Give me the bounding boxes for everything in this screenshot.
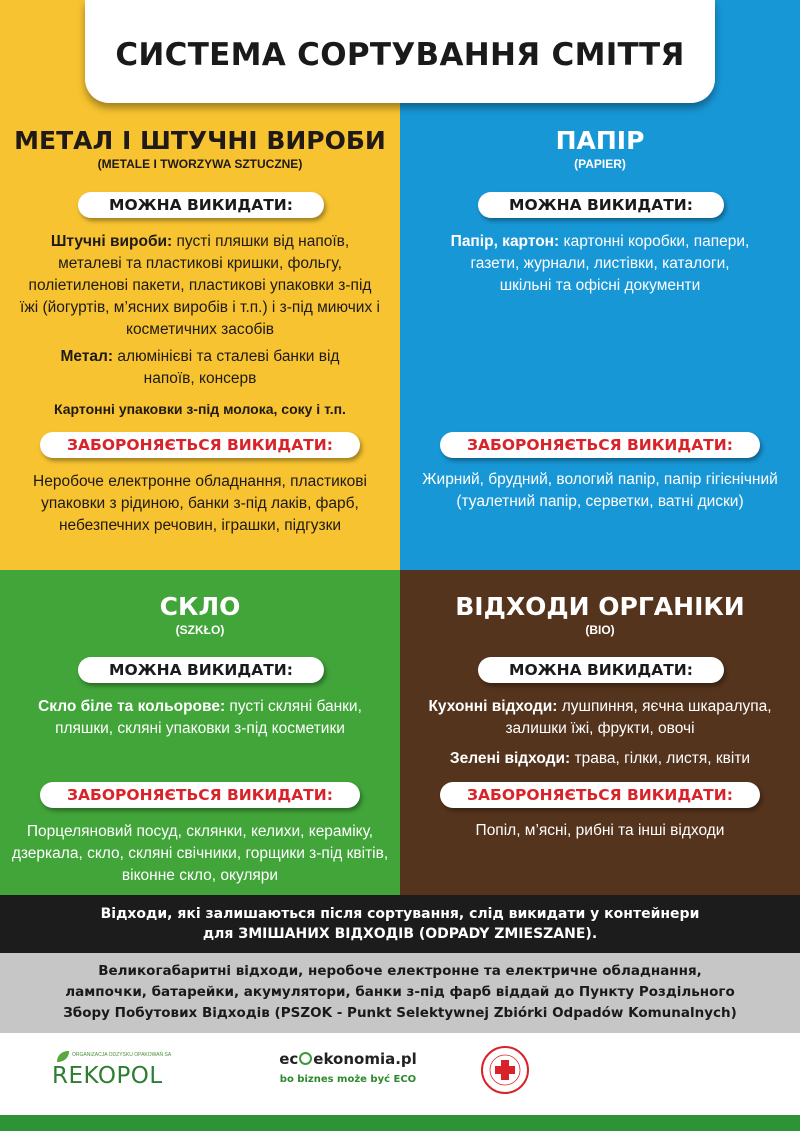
allow-label: МОЖНА ВИКИДАТИ: <box>78 657 324 683</box>
allow-metal-bold: Метал: <box>60 348 114 365</box>
allow-label: МОЖНА ВИКИДАТИ: <box>478 192 724 218</box>
pszok-line-2: лампочки, батарейки, акумулятори, банки з-під фарб віддай до Пункту Роздільного <box>65 984 735 1000</box>
rekopol-tagline: ORGANIZACJA ODZYSKU OPAKOWAŃ SA <box>72 1052 172 1058</box>
section-subtitle: (SZKŁO) <box>175 623 225 637</box>
section-subtitle: (BIO) <box>585 623 615 637</box>
allow-bold: Скло біле та кольорове: <box>38 698 226 715</box>
deny-text: Неробоче електронне обладнання, пластикові упаковки з рідиною, банки з-під лаків, фарб, небезпечних речовин, іграшки, підгузки <box>33 473 367 534</box>
eco-o-icon <box>299 1052 312 1065</box>
eco-tagline: bo biznes może być ECO <box>279 1074 417 1085</box>
leaf-icon <box>55 1050 71 1064</box>
mixed-line-1: Відходи, які залишаються після сортування, слід викидати у контейнери <box>100 906 700 922</box>
deny-label: ЗАБОРОНЯЄТЬСЯ ВИКИДАТИ: <box>40 432 360 458</box>
allow-text <box>418 231 782 297</box>
allow-carton-text <box>18 398 382 420</box>
glass-section <box>0 570 400 895</box>
allow-desc: пусті скляні банки, пляшки, скляні упаковки з-під косметики <box>55 698 362 737</box>
section-title: СКЛО <box>159 592 241 621</box>
title-card <box>85 0 715 103</box>
bio-section <box>400 570 800 895</box>
allow-metal-text <box>18 346 382 390</box>
section-title: ВІДХОДИ ОРГАНІКИ <box>455 592 745 621</box>
allow-carton-bold: Картонні упаковки з-під молока, соку і т.п. <box>54 401 346 417</box>
allow-metal-desc: алюмінієві та сталеві банки від напоїв, консерв <box>113 348 340 387</box>
deny-text: Порцеляновий посуд, склянки, келихи, кераміку, дзеркала, скло, скляні свічники, горщики з-під квітів, віконне скло, окуляри <box>11 823 389 884</box>
eco-suffix: ekonomia.pl <box>313 1050 417 1068</box>
mixed-line-2: для ЗМІШАНИХ ВІДХОДІВ (ODPADY ZMIESZANE). <box>202 926 598 942</box>
deny-text: Попіл, м’ясні, рибні та інші відходи <box>475 822 725 839</box>
allow-plastic-desc: пусті пляшки від напоїв, металеві та пластикові кришки, фольгу, поліетиленові пакети, пластикові упаковки з-під їжі (йогуртів, м’ясних виробів і т.п.) і з-під миючих і косметичних засобів <box>20 233 380 338</box>
section-title: ПАПІР <box>555 126 645 155</box>
allow-plastic-text <box>18 231 382 341</box>
allow-green-desc: трава, гілки, листя, квіти <box>570 750 751 767</box>
allow-green-bold: Зелені відходи: <box>449 750 571 767</box>
pszok-line-3: Збору Побутових Відходів (PSZOK - Punkt Selektywnej Zbiórki Odpadów Komunalnych) <box>63 1005 737 1021</box>
allow-label: МОЖНА ВИКИДАТИ: <box>478 657 724 683</box>
ecoekonomia-logo <box>258 1050 438 1095</box>
deny-label: ЗАБОРОНЯЄТЬСЯ ВИКИДАТИ: <box>440 782 760 808</box>
allow-kitchen-desc: лушпиння, яєчна шкаралупа, залишки їжі, фрукти, овочі <box>505 698 772 737</box>
pszok-line-1: Великогабаритні відходи, неробоче електронне та електричне обладнання, <box>98 963 702 979</box>
mixed-waste-notice <box>0 895 800 953</box>
allow-kitchen-text <box>418 696 782 740</box>
allow-label: МОЖНА ВИКИДАТИ: <box>78 192 324 218</box>
rekopol-logo <box>52 1050 182 1095</box>
allow-green-text <box>410 748 790 770</box>
eco-wordmark <box>258 1050 438 1068</box>
eco-prefix: ec <box>279 1050 299 1068</box>
deny-text: Жирний, брудний, вологий папір, папір гігієнічний (туалетний папір, серветки, ватні диски) <box>422 471 778 510</box>
section-subtitle: (PAPIER) <box>574 157 626 171</box>
section-subtitle: (METALE I TWORZYWA SZTUCZNE) <box>97 157 303 171</box>
pszok-notice <box>0 953 800 1033</box>
red-cross-icon <box>480 1045 530 1095</box>
allow-plastic-bold: Штучні вироби: <box>50 233 173 250</box>
allow-kitchen-bold: Кухонні відходи: <box>428 698 558 715</box>
deny-label: ЗАБОРОНЯЄТЬСЯ ВИКИДАТИ: <box>440 432 760 458</box>
page-title: СИСТЕМА СОРТУВАННЯ СМІТТЯ <box>115 36 685 73</box>
rekopol-wordmark: REKOPOL <box>52 1063 163 1089</box>
deny-label: ЗАБОРОНЯЄТЬСЯ ВИКИДАТИ: <box>40 782 360 808</box>
section-title: МЕТАЛ І ШТУЧНІ ВИРОБИ <box>14 126 386 155</box>
allow-desc: картонні коробки, папери, газети, журнали, листівки, каталоги, шкільні та офісні документи <box>470 233 750 294</box>
bottom-strip <box>0 1115 800 1131</box>
allow-text <box>18 696 382 740</box>
allow-bold: Папір, картон: <box>450 233 560 250</box>
